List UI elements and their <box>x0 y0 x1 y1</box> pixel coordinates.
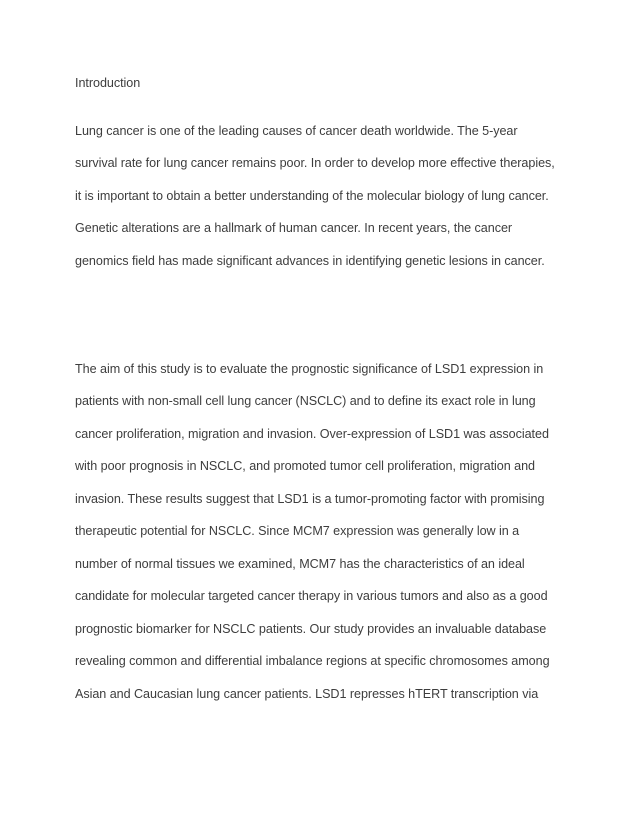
text-line: The aim of this study is to evaluate the prognostic significance of LSD1 expression in <box>75 362 544 376</box>
text-line: number of normal tissues we examined, MCM7 has the characteristics of an ideal <box>75 557 525 571</box>
text-line: Genetic alterations are a hallmark of human cancer. In recent years, the cancer <box>75 221 513 235</box>
text-line: with poor prognosis in NSCLC, and promoted tumor cell proliferation, migration and <box>75 459 536 473</box>
text-line: therapeutic potential for NSCLC. Since MCM7 expression was generally low in a <box>75 524 520 538</box>
text-line: revealing common and differential imbalance regions at specific chromosomes among <box>75 654 550 668</box>
text-line: genomics field has made significant advances in identifying genetic lesions in cancer. <box>75 254 545 268</box>
text-line: prognostic biomarker for NSCLC patients. Our study provides an invaluable database <box>75 622 547 636</box>
section-heading: Introduction <box>75 76 141 90</box>
text-line: survival rate for lung cancer remains poor. In order to develop more effective therapies, <box>75 156 555 170</box>
text-line: patients with non-small cell lung cancer (NSCLC) and to define its exact role in lung <box>75 394 536 408</box>
text-line: Lung cancer is one of the leading causes of cancer death worldwide. The 5-year <box>75 124 518 138</box>
text-line: candidate for molecular targeted cancer therapy in various tumors and also as a good <box>75 589 548 603</box>
text-line: invasion. These results suggest that LSD1 is a tumor-promoting factor with promising <box>75 492 545 506</box>
text-line: Asian and Caucasian lung cancer patients. LSD1 represses hTERT transcription via <box>75 687 539 701</box>
text-line: cancer proliferation, migration and invasion. Over-expression of LSD1 was associated <box>75 427 549 441</box>
text-line: it is important to obtain a better understanding of the molecular biology of lung cancer. <box>75 189 549 203</box>
